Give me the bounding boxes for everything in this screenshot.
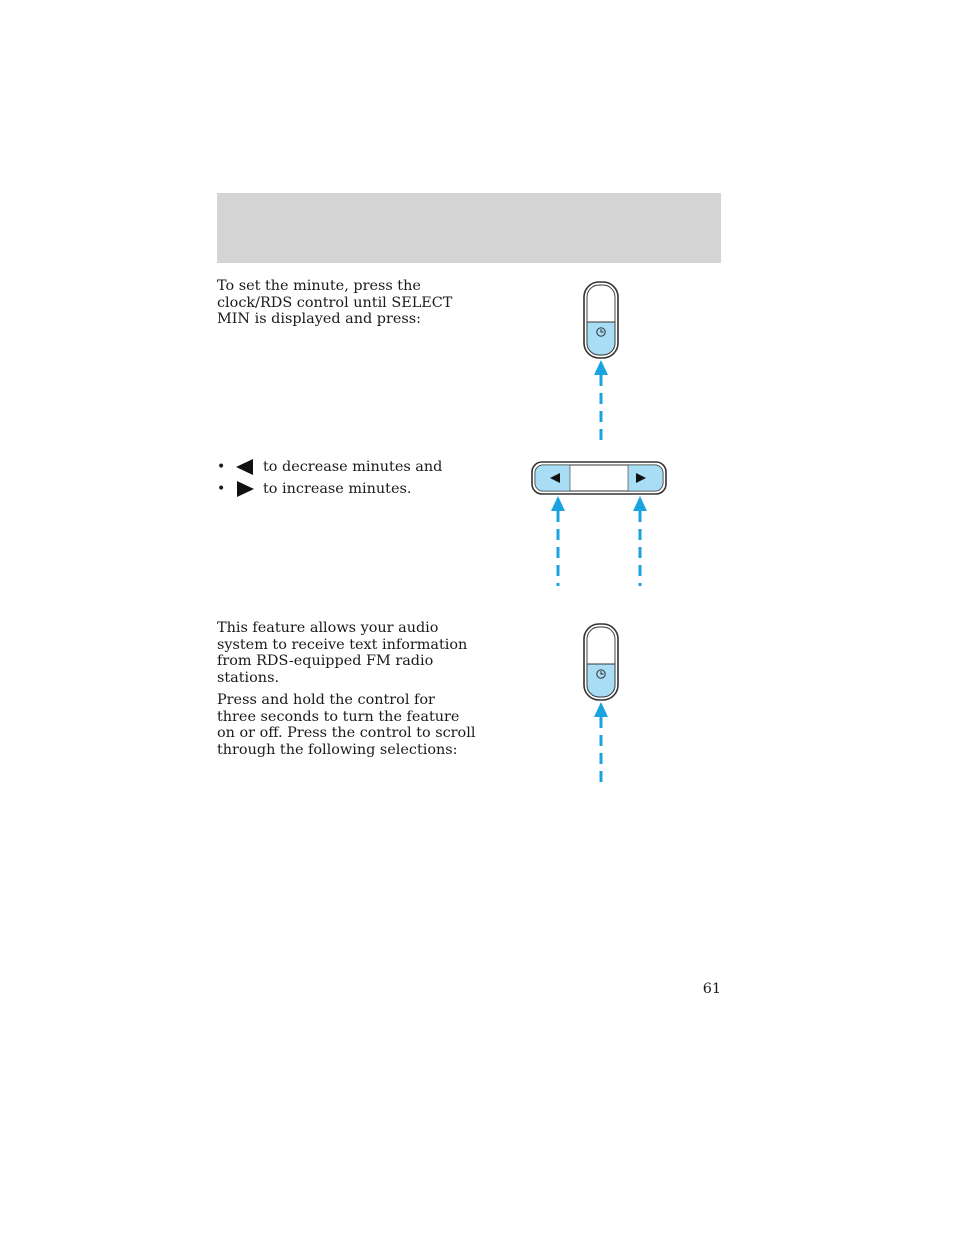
rds-intro-paragraph: This feature allows your audio system to receive text information from RDS-equipped FM radio stations. <box>217 620 468 686</box>
list-item: • to increase minutes. <box>217 478 477 500</box>
list-item: • to decrease minutes and <box>217 456 477 478</box>
minute-adjust-list <box>217 456 477 500</box>
seek-rocker-button-figure <box>528 458 670 590</box>
right-triangle-icon <box>235 481 263 497</box>
page-number: 61 <box>702 981 721 997</box>
header-band <box>217 193 721 263</box>
rds-usage-paragraph: Press and hold the control for three seconds to turn the feature on or off. Press the control to scroll through the following selections: <box>217 692 476 758</box>
decrease-minutes-text: to decrease minutes and <box>263 459 443 475</box>
increase-minutes-text: to increase minutes. <box>263 481 412 497</box>
set-minute-paragraph: To set the minute, press the clock/RDS control until SELECT MIN is displayed and press: <box>217 278 453 327</box>
clock-rds-button-figure-2 <box>578 620 624 788</box>
rds-feature-description <box>217 620 477 764</box>
dashed-arrow-up-icon <box>551 496 565 586</box>
dashed-arrow-up-icon <box>594 360 608 442</box>
clock-rds-button-figure-1 <box>578 278 624 446</box>
set-minute-instructions <box>217 278 457 334</box>
dashed-arrow-up-icon <box>633 496 647 586</box>
dashed-arrow-up-icon <box>594 702 608 784</box>
left-triangle-icon <box>235 459 263 475</box>
